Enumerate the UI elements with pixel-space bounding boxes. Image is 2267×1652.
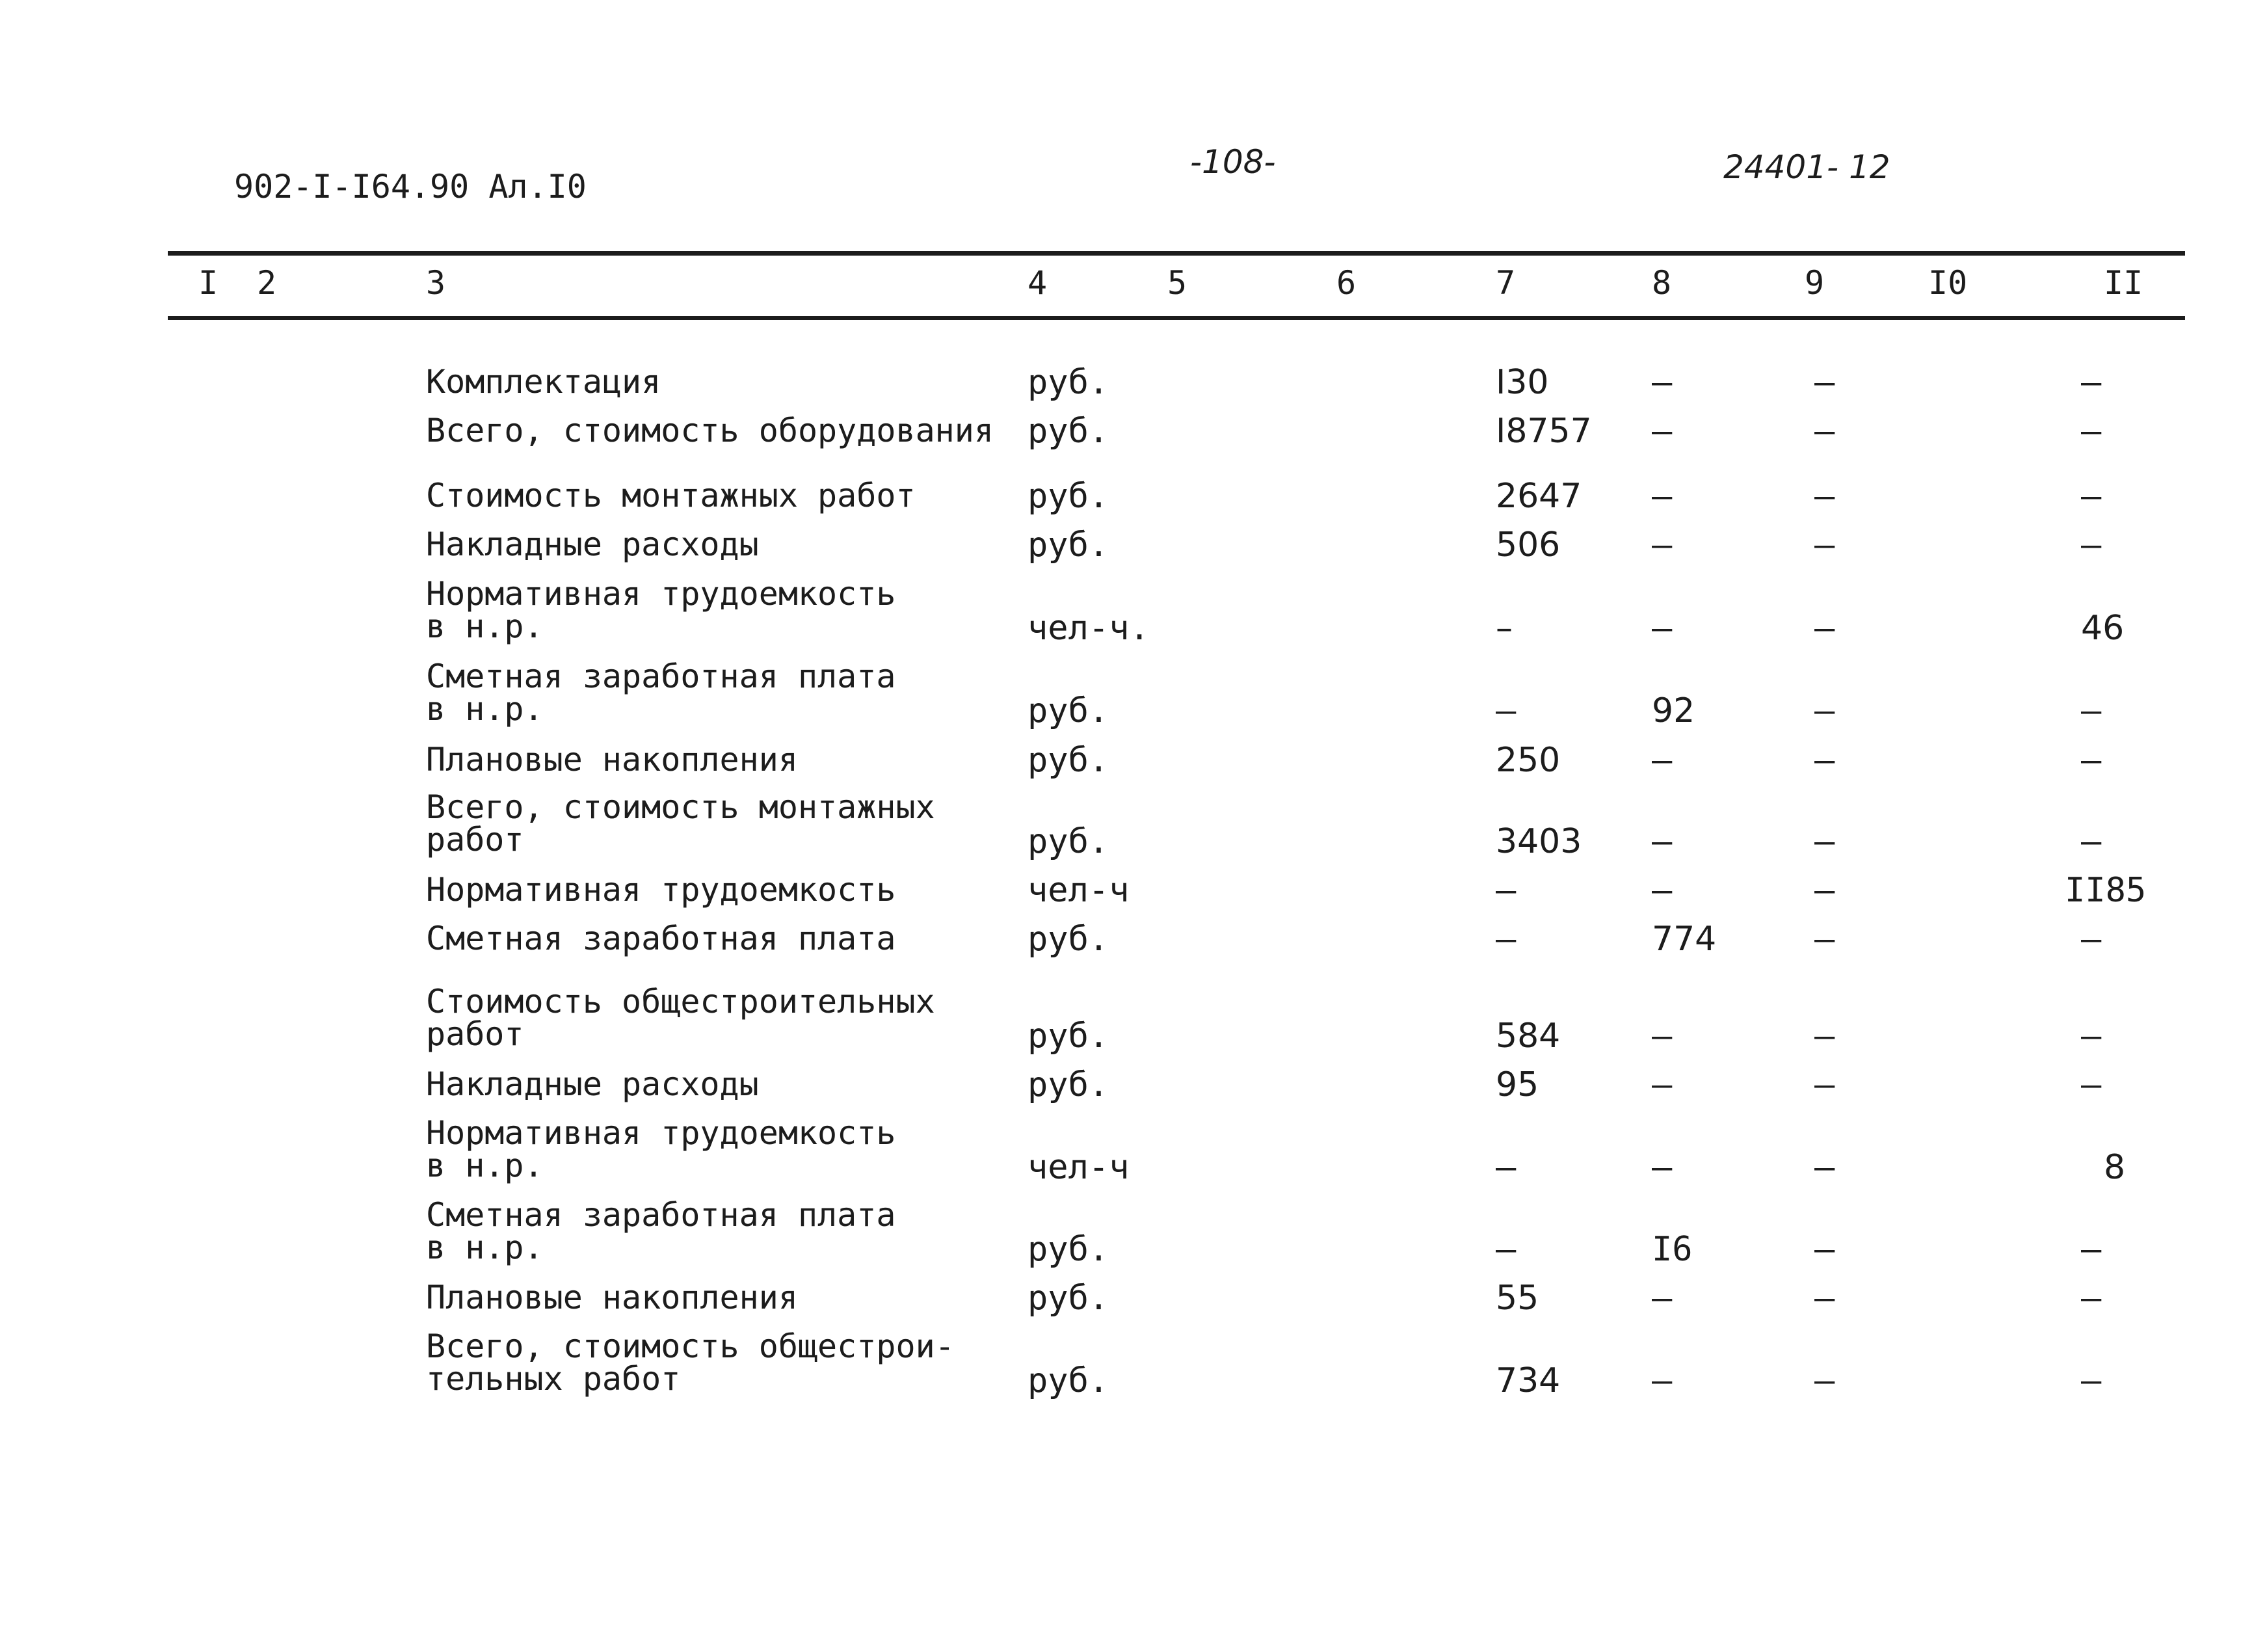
row-unit: руб. [1027,412,1109,451]
row-unit: чел-ч [1027,871,1130,910]
row-unit: руб. [1027,920,1109,959]
row-col9: – [1814,1279,1835,1318]
row-col7: 506 [1496,526,1561,565]
column-number-2: 2 [257,264,277,302]
row-col11: – [2081,477,2102,516]
row-unit: руб. [1027,1230,1109,1269]
row-label: Нормативная трудоемкость в н.р. [426,575,896,645]
row-col8: – [1652,363,1673,402]
row-col11: 46 [2081,609,2125,648]
column-number-5: 5 [1167,264,1187,302]
document-code: 24401- 12 [1723,148,1890,186]
row-col7: 55 [1496,1279,1539,1318]
row-label: Стоимость монтажных работ [426,477,916,514]
row-col11: – [2081,363,2102,402]
document-reference: 902-I-I64.90 Ал.I0 [234,168,587,206]
table-header-bottom-rule [168,316,2185,320]
row-col11: – [2081,1230,2102,1269]
row-label: Плановые накопления [426,741,798,779]
column-number-7: 7 [1496,264,1516,302]
row-unit: руб. [1027,477,1109,516]
column-number-8: 8 [1652,264,1672,302]
row-col8: – [1652,526,1673,565]
column-number-1: I [198,264,219,302]
row-col9: – [1814,412,1835,451]
row-col7: 2647 [1496,477,1582,516]
row-label: Сметная заработная плата [426,920,896,957]
row-col8: – [1652,1361,1673,1400]
row-col9: – [1814,1065,1835,1104]
row-col9: – [1814,871,1835,910]
row-unit: руб. [1027,1361,1109,1400]
row-label: Всего, стоимость общестрои- тельных работ [426,1327,955,1398]
row-col7: 3403 [1496,822,1582,861]
row-col11: – [2081,741,2102,780]
row-col8: – [1652,741,1673,780]
row-label: Комплектация [426,363,661,401]
row-col7: I8757 [1496,412,1592,451]
row-col11: – [2081,1017,2102,1056]
row-col8: – [1652,822,1673,861]
row-col9: – [1814,741,1835,780]
row-col8: – [1652,412,1673,451]
row-col9: – [1814,1361,1835,1400]
row-label: Сметная заработная плата в н.р. [426,658,896,728]
row-col8: – [1652,1148,1673,1187]
row-col9: – [1814,920,1835,959]
row-col8: – [1652,609,1673,648]
row-col7: 95 [1496,1065,1539,1104]
row-unit: руб. [1027,1065,1109,1104]
row-unit: руб. [1027,741,1109,780]
row-unit: чел-ч. [1027,609,1150,648]
row-col7: – [1496,1230,1517,1269]
row-col8: 774 [1652,920,1717,959]
row-col7: 584 [1496,1017,1561,1056]
row-col11: – [2081,526,2102,565]
row-label: Всего, стоимость оборудования [426,412,994,449]
row-col11: – [2081,920,2102,959]
row-unit: руб. [1027,1017,1109,1056]
row-col9: – [1814,1017,1835,1056]
row-col11: II85 [2065,871,2147,910]
row-unit: руб. [1027,1279,1109,1318]
row-label: Плановые накопления [426,1279,798,1316]
row-label: Сметная заработная плата в н.р. [426,1196,896,1266]
row-col9: – [1814,477,1835,516]
row-col7: – [1496,920,1517,959]
row-col7: I30 [1496,363,1549,402]
row-col7: – [1496,691,1517,730]
row-col7: – [1496,1148,1517,1187]
row-unit: руб. [1027,822,1109,861]
row-col8: – [1652,1279,1673,1318]
row-col7: – [1496,871,1517,910]
row-label: Нормативная трудоемкость в н.р. [426,1114,896,1184]
row-col9: – [1814,609,1835,648]
row-label: Накладные расходы [426,1065,759,1103]
row-col7: 250 [1496,741,1561,780]
row-col8: 92 [1652,691,1695,730]
column-number-6: 6 [1336,264,1357,302]
row-col9: – [1814,1148,1835,1187]
row-col11: – [2081,1065,2102,1104]
row-unit: руб. [1027,691,1109,730]
row-unit: руб. [1027,526,1109,565]
row-col8: – [1652,1065,1673,1104]
column-number-11: II [2104,264,2143,302]
row-col11: – [2081,1279,2102,1318]
row-col8: – [1652,871,1673,910]
column-number-9: 9 [1805,264,1825,302]
row-col8: – [1652,1017,1673,1056]
table-top-rule [168,251,2185,256]
row-col9: – [1814,526,1835,565]
row-unit: чел-ч [1027,1148,1130,1187]
row-label: Нормативная трудоемкость [426,871,896,909]
row-col11: – [2081,1361,2102,1400]
column-number-4: 4 [1027,264,1048,302]
row-col11: 8 [2104,1148,2126,1187]
row-col11: – [2081,822,2102,861]
row-col9: – [1814,363,1835,402]
row-col9: – [1814,822,1835,861]
row-col11: – [2081,412,2102,451]
row-col7: – [1496,609,1513,648]
row-label: Накладные расходы [426,526,759,563]
row-col9: – [1814,1230,1835,1269]
row-col8: I6 [1652,1230,1693,1269]
row-col7: 734 [1496,1361,1561,1400]
row-col9: – [1814,691,1835,730]
row-label: Всего, стоимость монтажных работ [426,788,935,859]
row-unit: руб. [1027,363,1109,402]
column-number-3: 3 [426,264,446,302]
row-label: Стоимость общестроительных работ [426,983,935,1053]
column-number-10: I0 [1928,264,1968,302]
row-col8: – [1652,477,1673,516]
page-number: -108- [1190,143,1276,181]
row-col11: – [2081,691,2102,730]
